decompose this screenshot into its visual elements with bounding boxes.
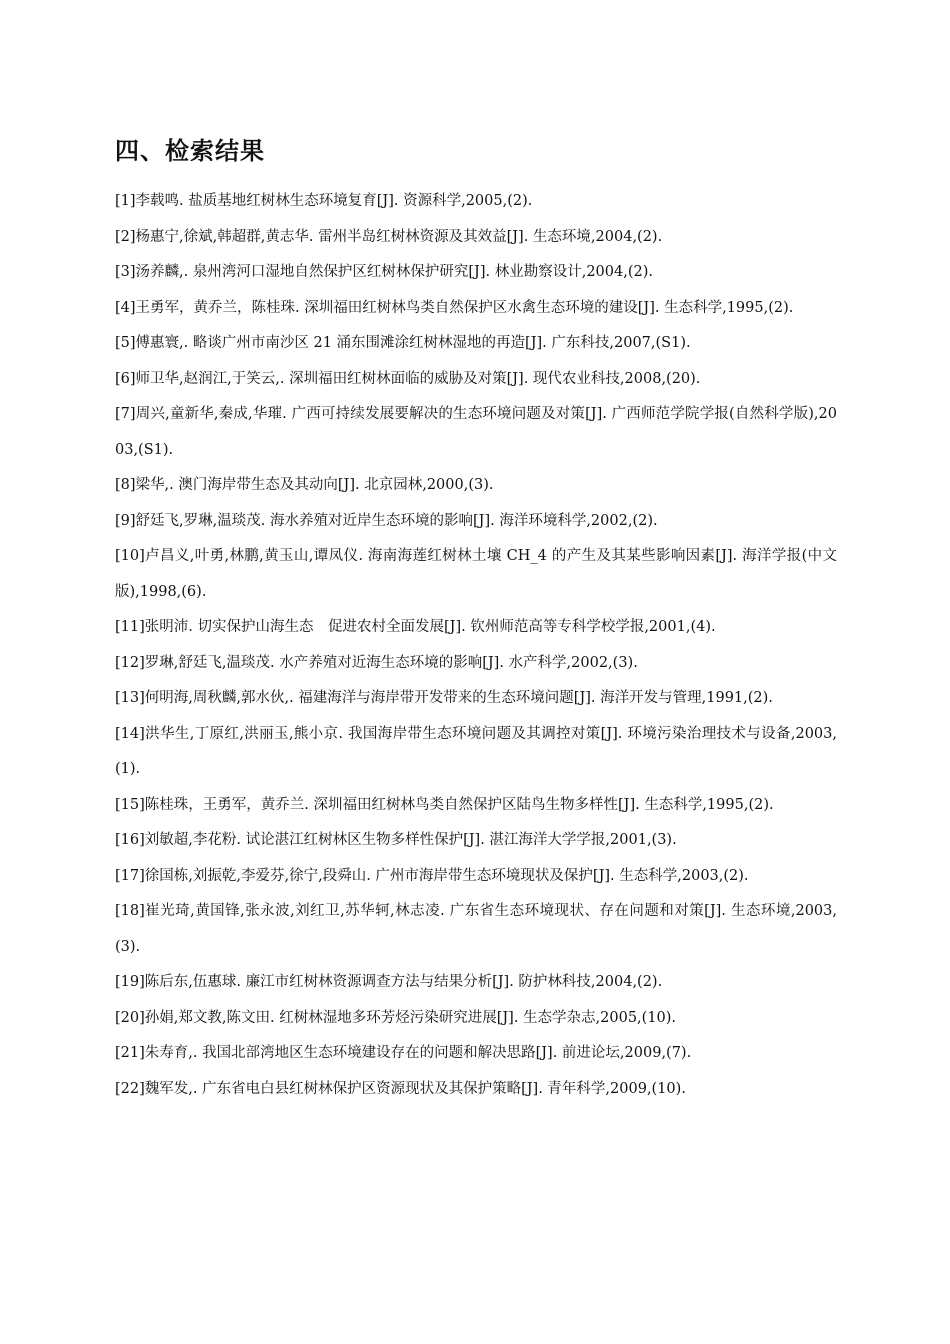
section-heading: 四、检索结果 [115, 137, 265, 165]
reference-item: [13]何明海,周秋麟,郭水伙,. 福建海洋与海岸带开发带来的生态环境问题[J]. 海洋开发与管理,1991,(2). [115, 690, 773, 706]
reference-item: [2]杨惠宁,徐斌,韩超群,黄志华. 雷州半岛红树林资源及其效益[J]. 生态环境,2004,(2). [115, 228, 663, 245]
reference-item: [20]孙娟,郑文教,陈文田. 红树林湿地多环芳烃污染研究进展[J]. 生态学杂志,2005,(10). [115, 1009, 677, 1026]
reference-item: [9]舒廷飞,罗琳,温琰茂. 海水养殖对近岸生态环境的影响[J]. 海洋环境科学,2002,(2). [115, 512, 658, 529]
reference-list [115, 184, 837, 1107]
reference-item: [10]卢昌义,叶勇,林鹏,黄玉山,谭凤仪. 海南海莲红树林土壤 CH_4 的产生及其某些影响因素[J]. 海洋学报(中文版),1998,(6). [115, 548, 837, 600]
reference-item: [11]张明沛. 切实保护山海生态 促进农村全面发展[J]. 钦州师范高等专科学校学报,2001,(4). [115, 619, 716, 635]
reference-item: [19]陈后东,伍惠球. 廉江市红树林资源调查方法与结果分析[J]. 防护林科技,2004,(2). [115, 974, 663, 990]
reference-item: [18]崔光琦,黄国锋,张永波,刘红卫,苏华轲,林志凌. 广东省生态环境现状、存在问题和对策[J]. 生态环境,2003,(3). [115, 903, 837, 955]
reference-item: [1]李载鸣. 盐质基地红树林生态环境复育[J]. 资源科学,2005,(2). [115, 193, 533, 209]
reference-item: [14]洪华生,丁原红,洪丽玉,熊小京. 我国海岸带生态环境问题及其调控对策[J]. 环境污染治理技术与设备,2003,(1). [115, 725, 837, 777]
reference-item: [5]傅惠寰,. 略谈广州市南沙区 21 涌东围滩涂红树林湿地的再造[J]. 广东科技,2007,(S1). [115, 335, 691, 351]
reference-item: [6]师卫华,赵润江,于笑云,. 深圳福田红树林面临的威胁及对策[J]. 现代农业科技,2008,(20). [115, 370, 701, 387]
reference-item: [22]魏军发,. 广东省电白县红树林保护区资源现状及其保护策略[J]. 青年科学,2009,(10). [115, 1080, 686, 1097]
reference-item: [12]罗琳,舒廷飞,温琰茂. 水产养殖对近海生态环境的影响[J]. 水产科学,2002,(3). [115, 654, 638, 671]
reference-item: [16]刘敏超,李花粉. 试论湛江红树林区生物多样性保护[J]. 湛江海洋大学学报,2001,(3). [115, 832, 677, 848]
reference-item: [15]陈桂珠，王勇军，黄乔兰. 深圳福田红树林鸟类自然保护区陆鸟生物多样性[J]. 生态科学,1995,(2). [115, 796, 774, 813]
reference-item: [17]徐国栋,刘振乾,李爱芬,徐宁,段舜山. 广州市海岸带生态环境现状及保护[J]. 生态科学,2003,(2). [115, 867, 749, 884]
reference-item: [7]周兴,童新华,秦成,华璀. 广西可持续发展要解决的生态环境问题及对策[J]. 广西师范学院学报(自然科学版),2003,(S1). [115, 406, 837, 458]
reference-item: [8]梁华,. 澳门海岸带生态及其动向[J]. 北京园林,2000,(3). [115, 477, 494, 493]
reference-item: [4]王勇军，黄乔兰，陈桂珠. 深圳福田红树林鸟类自然保护区水禽生态环境的建设[J]. 生态科学,1995,(2). [115, 299, 794, 316]
reference-item: [3]汤养麟,. 泉州湾河口湿地自然保护区红树林保护研究[J]. 林业勘察设计,2004,(2). [115, 264, 653, 280]
reference-item: [21]朱寿育,. 我国北部湾地区生态环境建设存在的问题和解决思路[J]. 前进论坛,2009,(7). [115, 1045, 692, 1061]
